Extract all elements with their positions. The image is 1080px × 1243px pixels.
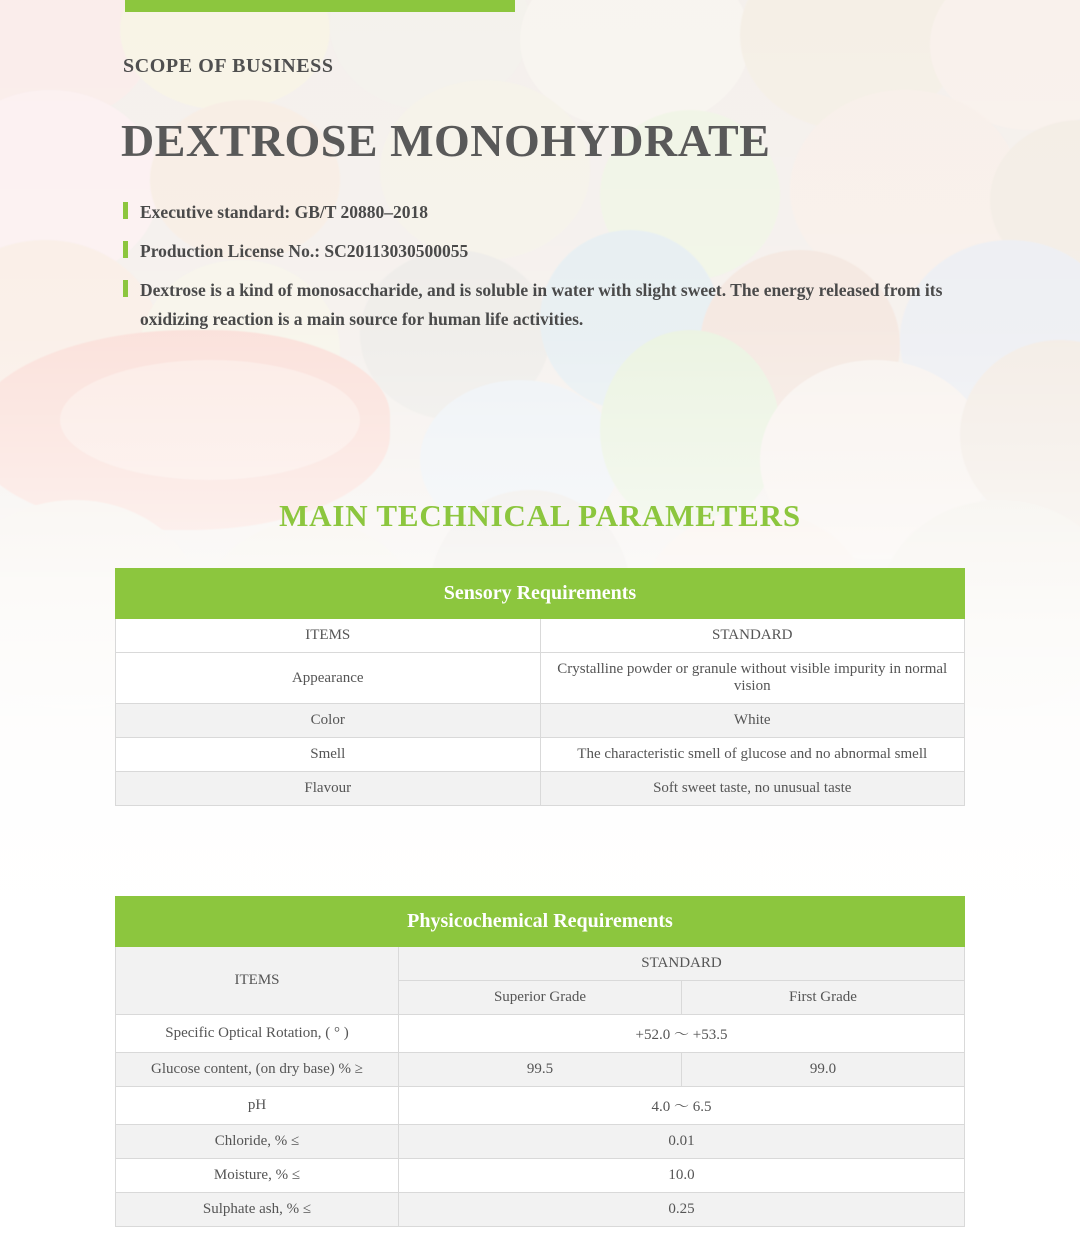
row-item: Smell	[116, 738, 541, 772]
bullet-marker-icon	[123, 280, 128, 297]
table-row	[116, 704, 965, 738]
list-item	[123, 198, 983, 227]
column-header-standard: STANDARD	[399, 947, 965, 981]
row-item: Flavour	[116, 772, 541, 806]
row-item: Moisture, % ≤	[116, 1159, 399, 1193]
table-column-header-row	[116, 947, 965, 981]
row-value-merged: +52.0 ～ +53.5	[399, 1015, 965, 1053]
row-item: Color	[116, 704, 541, 738]
row-value-superior: 99.5	[399, 1053, 682, 1087]
row-item: Sulphate ash, % ≤	[116, 1193, 399, 1227]
bullet-text: Dextrose is a kind of monosaccharide, and is soluble in water with slight sweet. The energy released from its oxidizing reaction is a main source for human life activities.	[140, 279, 943, 329]
column-header-items: ITEMS	[116, 947, 399, 1015]
scope-of-business-label: SCOPE OF BUSINESS	[123, 55, 334, 77]
accent-bar	[125, 0, 515, 12]
row-value-merged: 0.01	[399, 1125, 965, 1159]
table-header-row	[116, 569, 965, 619]
physicochemical-table-title: Physicochemical Requirements	[116, 897, 965, 947]
table-row	[116, 1015, 965, 1053]
physicochemical-requirements-table	[115, 896, 965, 1227]
row-value-merged: 0.25	[399, 1193, 965, 1227]
list-item	[123, 276, 983, 334]
table-header-row	[116, 897, 965, 947]
table-row	[116, 738, 965, 772]
row-item: Appearance	[116, 653, 541, 704]
table-row	[116, 653, 965, 704]
row-item: pH	[116, 1087, 399, 1125]
column-header-first-grade: First Grade	[682, 981, 965, 1015]
row-item: Chloride, % ≤	[116, 1125, 399, 1159]
table-row	[116, 1087, 965, 1125]
sensory-table-title: Sensory Requirements	[116, 569, 965, 619]
bullet-marker-icon	[123, 202, 128, 219]
row-value-merged: 10.0	[399, 1159, 965, 1193]
bullet-text: Executive standard: GB/T 20880–2018	[140, 202, 428, 222]
row-standard: Crystalline powder or granule without visible impurity in normal vision	[540, 653, 965, 704]
row-item: Glucose content, (on dry base) % ≥	[116, 1053, 399, 1087]
table-column-header-row	[116, 619, 965, 653]
section-title: MAIN TECHNICAL PARAMETERS	[279, 498, 801, 533]
table-row	[116, 1053, 965, 1087]
row-standard: The characteristic smell of glucose and no abnormal smell	[540, 738, 965, 772]
row-standard: White	[540, 704, 965, 738]
column-header-superior-grade: Superior Grade	[399, 981, 682, 1015]
bullet-list	[123, 198, 983, 344]
bullet-marker-icon	[123, 241, 128, 258]
row-value-merged: 4.0 ～ 6.5	[399, 1087, 965, 1125]
column-header-standard: STANDARD	[540, 619, 965, 653]
page-title: DEXTROSE MONOHYDRATE	[121, 115, 771, 166]
table-row	[116, 772, 965, 806]
table-row	[116, 1125, 965, 1159]
sensory-requirements-table	[115, 568, 965, 806]
table-row	[116, 1193, 965, 1227]
table-row	[116, 1159, 965, 1193]
bullet-text: Production License No.: SC20113030500055	[140, 240, 469, 261]
list-item	[123, 237, 983, 266]
row-standard: Soft sweet taste, no unusual taste	[540, 772, 965, 806]
row-value-first: 99.0	[682, 1053, 965, 1087]
column-header-items: ITEMS	[116, 619, 541, 653]
row-item: Specific Optical Rotation, ( ° )	[116, 1015, 399, 1053]
